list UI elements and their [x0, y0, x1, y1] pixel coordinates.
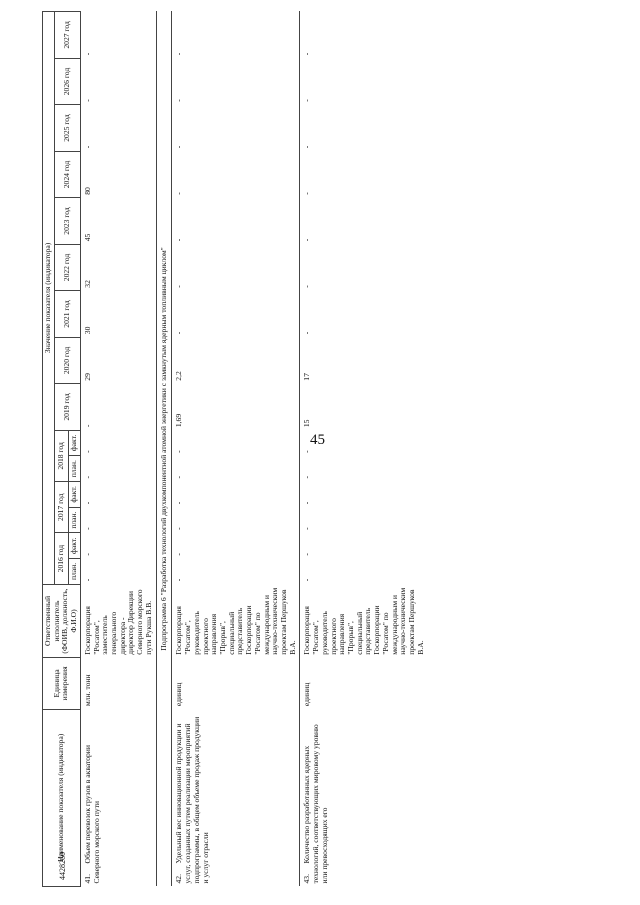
value-cell: - [302, 450, 312, 453]
table-header [43, 12, 81, 887]
header-plan-2018: план. [69, 456, 81, 482]
value-cell: 17 [302, 373, 312, 381]
header-year-2023: 2023 год [54, 198, 80, 244]
value-cell: 29 [82, 373, 92, 381]
header-year-2017: 2017 год [54, 482, 68, 533]
indicator-name: Объем перевозок грузов в акватории Северного морского пути [82, 745, 101, 884]
indicator-cell [172, 709, 300, 886]
value-cell: - [174, 553, 184, 556]
table-row [300, 12, 428, 887]
subprogram-row [156, 12, 172, 887]
value-cell: - [302, 238, 312, 242]
value-cell: - [302, 99, 312, 102]
value-cell: - [174, 99, 184, 102]
value-cell: - [174, 285, 184, 288]
header-year-2016: 2016 год [54, 533, 68, 584]
indicator-name: Количество разработанных ядерных технологий, соответствующих мировому уровню или превосходящих его [302, 724, 329, 884]
document-code: 4428260 [58, 852, 67, 880]
value-cell: - [82, 476, 92, 479]
value-cell: - [302, 331, 312, 335]
header-year-2021: 2021 год [54, 291, 80, 337]
header-values-group: Значение показателя (индикатора) [43, 12, 55, 585]
table-row [172, 12, 300, 887]
row-number: 42. [174, 874, 184, 884]
value-cell: - [174, 192, 184, 195]
header-year-2022: 2022 год [54, 244, 80, 290]
value-cell: - [82, 501, 92, 505]
value-cell: - [82, 52, 92, 56]
header-indicator-name: Наименование показателя (индикатора) [43, 709, 81, 886]
value-cell: 2,2 [174, 371, 184, 381]
row-number: 43. [302, 874, 312, 884]
header-year-2025: 2025 год [54, 105, 80, 151]
value-cell: - [174, 501, 184, 505]
unit-cell: млн. тонн [82, 674, 92, 707]
value-cell: - [302, 553, 312, 556]
value-cell: - [82, 578, 92, 582]
header-fact-2017: факт. [69, 482, 81, 508]
value-cell: - [174, 578, 184, 582]
responsible-cell: Госкорпорация "Росатом", руководитель проектного направления "Прорыв", специальный представитель Госкорпорации "Росатом" по международным и научно-техническим проектам Першуков В.А. [302, 587, 425, 655]
header-responsible: Ответственный исполнитель (ФОИВ, должность, Ф.И.О) [43, 584, 81, 657]
value-cell: - [302, 52, 312, 56]
indicator-cell [80, 709, 156, 886]
value-cell: 32 [82, 280, 92, 288]
responsible-cell: Госкорпорация "Росатом", заместитель генерального директора - директор Дирекции Северного морского пути Рукша В.В. [82, 589, 153, 655]
row-number: 41. [82, 874, 92, 884]
header-year-2027: 2027 год [54, 12, 80, 59]
table-row [80, 12, 156, 887]
header-plan-2016: план. [69, 559, 81, 585]
value-cell: - [302, 501, 312, 505]
header-year-2018: 2018 год [54, 430, 68, 481]
header-fact-2018: факт. [69, 430, 81, 456]
header-year-2026: 2026 год [54, 58, 80, 104]
value-cell: - [302, 145, 312, 149]
page-number: 45 [310, 432, 325, 448]
indicator-cell [300, 709, 428, 886]
value-cell: - [174, 527, 184, 530]
value-cell: - [302, 527, 312, 530]
header-year-2019: 2019 год [54, 384, 80, 430]
value-cell: - [82, 527, 92, 530]
value-cell: - [302, 192, 312, 195]
header-year-2020: 2020 год [54, 337, 80, 383]
unit-cell: единиц [302, 682, 312, 707]
value-cell: - [174, 52, 184, 56]
value-cell: - [302, 476, 312, 479]
indicator-name: Удельный вес инновационной продукции и услуг, созданных путем реализации мероприятий подпрограммы, в общем объеме продаж продукции и услуг отрасли [174, 716, 210, 884]
header-fact-2016: факт. [69, 533, 81, 559]
indicators-table [42, 11, 427, 887]
value-cell: - [82, 145, 92, 149]
header-unit: Единица измерения [43, 658, 81, 709]
header-plan-2017: план. [69, 507, 81, 533]
unit-cell: единиц [174, 682, 184, 707]
subprogram-title: Подпрограмма 6 "Разработка технологий двухкомпонентной атомной энергетики с замкнутым ядерным топливным циклом" [158, 247, 168, 651]
value-cell: - [174, 145, 184, 149]
value-cell: - [174, 238, 184, 242]
rotated-table-wrapper [42, 11, 580, 887]
value-cell: - [174, 450, 184, 453]
value-cell: - [302, 578, 312, 582]
value-cell: - [302, 285, 312, 288]
value-cell: 80 [82, 187, 92, 195]
value-cell: - [82, 424, 92, 428]
value-cell: 15 [302, 419, 312, 428]
value-cell: 1,69 [174, 413, 184, 428]
value-cell: 30 [82, 326, 92, 335]
value-cell: - [174, 331, 184, 335]
value-cell: - [82, 450, 92, 453]
header-year-2024: 2024 год [54, 151, 80, 197]
value-cell: - [174, 476, 184, 479]
value-cell: 45 [82, 233, 92, 242]
table-body [80, 12, 427, 887]
value-cell: - [82, 553, 92, 556]
value-cell: - [82, 99, 92, 102]
responsible-cell: Госкорпорация "Росатом", руководитель проектного направления "Прорыв", специальный представитель Госкорпорации "Росатом" по международным и научно-техническим проектам Першуков В.А. [174, 587, 297, 655]
